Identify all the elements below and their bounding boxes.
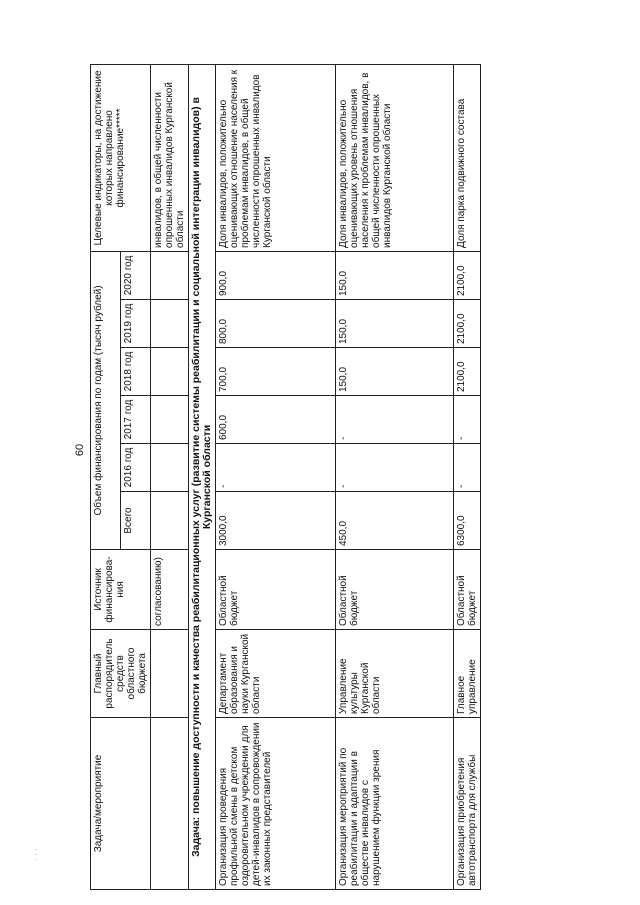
row-manager: Департамент образования и науки Курганской области [216, 630, 336, 718]
continuation-row [151, 64, 189, 889]
cont-v1 [151, 444, 189, 492]
cont-v3 [151, 348, 189, 396]
cont-v5 [151, 251, 189, 299]
row-value-2020: 150,0 [336, 251, 454, 299]
cont-measure [151, 718, 189, 890]
row-value-2018: 700,0 [216, 348, 336, 396]
header-year-2017: 2017 год [121, 396, 151, 444]
row-source: Областной бюджет [454, 550, 481, 630]
header-year-total: Всего [121, 492, 151, 550]
row-value-2016: - [454, 444, 481, 492]
table-row [336, 64, 454, 889]
row-measure: Организация проведения профильной смены в детском оздоровительном учреждении для детей-инвалидов в сопровождении их законных представителей [216, 718, 336, 890]
row-value-total: 6300,0 [454, 492, 481, 550]
row-source: Областной бюджет [216, 550, 336, 630]
header-year-2016: 2016 год [121, 444, 151, 492]
row-indicator: Доля инвалидов, положительно оценивающих уровень отношения населения к проблемам инвалидов, в общей численности опрошенных инвалидов Курганской области [336, 64, 454, 251]
header-funding-volume: Объем финансирования по годам (тысяч рублей) [91, 251, 121, 549]
header-task-measure: Задача/мероприятие [91, 718, 151, 890]
scan-artifact: · · · [31, 848, 41, 861]
table-row [454, 64, 481, 889]
section-title: Задача: повышение доступности и качества реабилитационных услуг (развитие системы реабилитации и социальной интеграции инвалидов) в Курганской области [189, 64, 216, 889]
row-value-2020: 900,0 [216, 251, 336, 299]
row-source: Областной бюджет [336, 550, 454, 630]
row-value-2020: 2100,0 [454, 251, 481, 299]
row-value-2016: - [216, 444, 336, 492]
row-manager: Управление культуры Курганской области [336, 630, 454, 718]
row-indicator: Доля парка подвижного состава [454, 64, 481, 251]
rotated-table-wrapper [90, 65, 605, 890]
row-value-total: 3000,0 [216, 492, 336, 550]
row-value-2019: 150,0 [336, 300, 454, 348]
row-value-2016: - [336, 444, 454, 492]
cont-indicator: инвалидов, в общей численности опрошенных инвалидов Курганской области [151, 64, 189, 251]
page-number: 60 [74, 443, 86, 457]
rotated-table-inner [90, 65, 605, 890]
cont-v2 [151, 396, 189, 444]
header-year-2020: 2020 год [121, 251, 151, 299]
header-target-indicators: Целевые индикаторы, на достижение которых направлено финансирование***** [91, 64, 151, 251]
header-main-manager: Главный распорядитель средств областного бюджета [91, 630, 151, 718]
cont-v4 [151, 300, 189, 348]
cont-manager [151, 630, 189, 718]
cont-v0 [151, 492, 189, 550]
section-row [189, 64, 216, 889]
row-measure: Организация приобретения автотранспорта для службы [454, 718, 481, 890]
header-year-2018: 2018 год [121, 348, 151, 396]
row-manager: Главное управление [454, 630, 481, 718]
header-funding-source: Источник финансирова-ния [91, 550, 151, 630]
row-value-2018: 2100,0 [454, 348, 481, 396]
header-row [91, 64, 121, 889]
cont-source: согласованию) [151, 550, 189, 630]
row-value-2019: 2100,0 [454, 300, 481, 348]
row-measure: Организация мероприятий по реабилитации и адаптации в обществе инвалидов с нарушением функции зрения [336, 718, 454, 890]
row-value-2017: - [336, 396, 454, 444]
header-year-2019: 2019 год [121, 300, 151, 348]
row-value-2017: 600,0 [216, 396, 336, 444]
row-value-total: 450,0 [336, 492, 454, 550]
funding-table [90, 64, 481, 890]
row-indicator: Доля инвалидов, положительно оценивающих отношение населения к проблемам инвалидов, в общей численности опрошенных инвалидов Курганской области [216, 64, 336, 251]
row-value-2019: 800,0 [216, 300, 336, 348]
row-value-2017: - [454, 396, 481, 444]
table-row [216, 64, 336, 889]
row-value-2018: 150,0 [336, 348, 454, 396]
